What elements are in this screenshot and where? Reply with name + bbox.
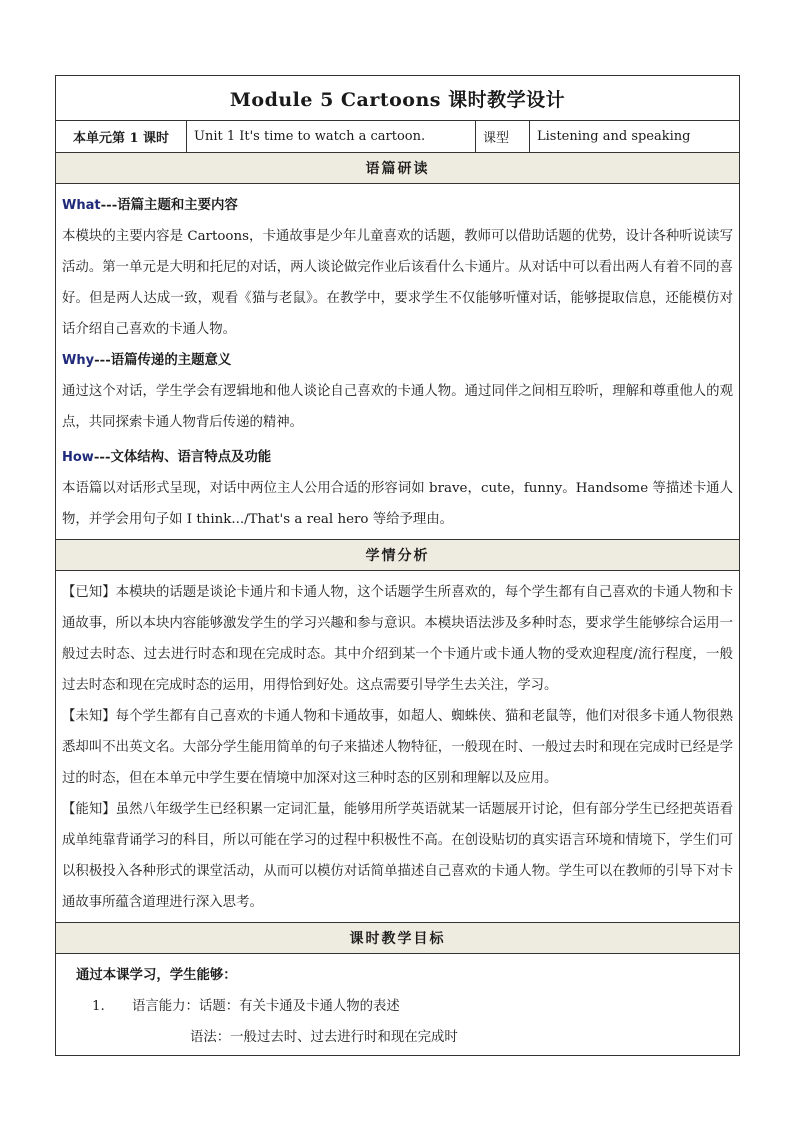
what-heading xyxy=(62,190,733,221)
page-title: Module 5 Cartoons 课时教学设计 xyxy=(229,88,566,111)
section-heading-text-study: 语篇研读 xyxy=(56,152,739,183)
objective-text: 语言能力：话题：有关卡通及卡通人物的表述 xyxy=(132,999,400,1014)
known-paragraph: 【已知】本模块的话题是谈论卡通片和卡通人物，这个话题学生所喜欢的，每个学生都有自己喜欢的卡通人物和卡通故事，所以本块内容能够激发学生的学习兴趣和参与意识。本模块语法涉及多种时态，要求学生能够综合运用一般过去时态、过去进行时态和现在完成时态。其中介绍到某一个卡通片或卡通人物的受欢迎程度/流行程度，一般过去时态和现在完成时态的运用，用得恰到好处。这点需要引导学生去关注，学习。 xyxy=(62,585,733,693)
section-heading-objectives: 课时教学目标 xyxy=(56,922,739,953)
how-title: ---文体结构、语言特点及功能 xyxy=(93,449,272,465)
why-heading xyxy=(62,345,733,376)
how-paragraph: 本语篇以对话形式呈现，对话中两位主人公用合适的形容词如 brave，cute，funny。Handsome 等描述卡通人物，并学会用句子如 I think.../That's a real hero 等给予理由。 xyxy=(62,481,733,527)
objective-subitem: 语法：一般过去时、过去进行时和现在完成时 xyxy=(190,1030,458,1045)
section-heading-learner-analysis: 学情分析 xyxy=(56,539,739,570)
objective-number: 1. xyxy=(92,999,105,1014)
how-heading xyxy=(62,442,733,473)
unknown-paragraph: 【未知】每个学生都有自己喜欢的卡通人物和卡通故事，如超人、蜘蛛侠、猫和老鼠等，他们对很多卡通人物很熟悉却叫不出英文名。大部分学生能用简单的句子来描述人物特征，一般现在时、一般过去时和现在完成时已经是学过的时态，但在本单元中学生要在情境中加深对这三种时态的区别和理解以及应用。 xyxy=(62,709,733,786)
why-title: ---语篇传递的主题意义 xyxy=(94,352,232,368)
type-label: 课型 xyxy=(475,121,529,152)
learner-analysis-body xyxy=(56,570,739,922)
text-study-body xyxy=(56,183,739,539)
title-row xyxy=(56,76,739,120)
what-paragraph: 本模块的主要内容是 Cartoons，卡通故事是少年儿童喜欢的话题，教师可以借助话题的优势，设计各种听说读写活动。第一单元是大明和托尼的对话，两人谈论做完作业后该看什么卡通片。从对话中可以看出两人有着不同的喜好。但是两人达成一致，观看《猫与老鼠》。在教学中，要求学生不仅能够听懂对话，能够提取信息，还能模仿对话介绍自己喜欢的卡通人物。 xyxy=(62,229,733,337)
lesson-label: 本单元第 1 课时 xyxy=(72,131,170,146)
objectives-body xyxy=(56,953,739,1055)
meta-row xyxy=(56,120,739,152)
how-keyword: How xyxy=(62,450,94,465)
what-keyword: What xyxy=(62,198,101,213)
unit-title: Unit 1 It's time to watch a cartoon. xyxy=(186,121,475,152)
why-keyword: Why xyxy=(62,353,95,368)
objectives-intro: 通过本课学习，学生能够： xyxy=(76,967,237,983)
why-paragraph: 通过这个对话，学生学会有逻辑地和他人谈论自己喜欢的卡通人物。通过同伴之间相互聆听，理解和尊重他人的观点，共同探索卡通人物背后传递的精神。 xyxy=(62,384,733,430)
able-paragraph: 【能知】虽然八年级学生已经积累一定词汇量，能够用所学英语就某一话题展开讨论，但有部分学生已经把英语看成单纯靠背诵学习的科目，所以可能在学习的过程中积极性不高。在创设贴切的真实语言环境和情境下，学生们可以积极投入各种形式的课堂活动，从而可以模仿对话简单描述自己喜欢的卡通人物。学生可以在教师的引导下对卡通故事所蕴含道理进行深入思考。 xyxy=(62,802,733,910)
objective-item-1 xyxy=(62,991,733,1022)
type-value: Listening and speaking xyxy=(529,121,739,152)
what-title: ---语篇主题和主要内容 xyxy=(100,197,238,213)
lesson-plan-table xyxy=(55,75,740,1056)
